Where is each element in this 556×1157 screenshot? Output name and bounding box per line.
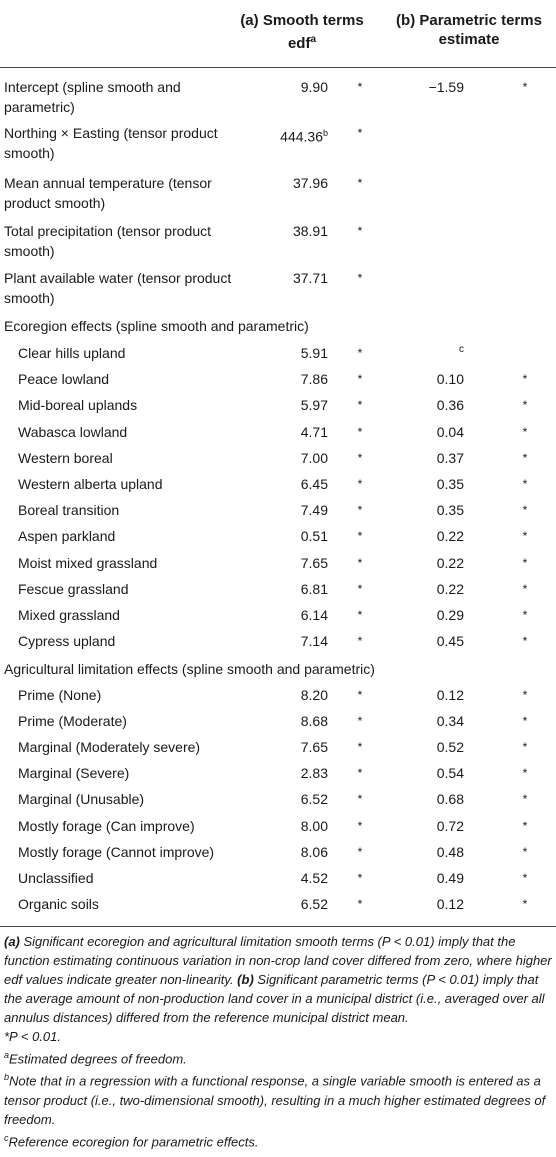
table-row-plant-water (0, 268, 556, 308)
note-a-b (4, 932, 554, 1027)
estimate-value: 0.37 (436, 449, 464, 466)
edf-significance: * (357, 477, 363, 491)
estimate-significance: * (522, 896, 528, 911)
estimate-value: 0.35 (436, 476, 464, 492)
estimate-value: 0.34 (436, 713, 464, 730)
col-header-edf: edf (287, 35, 311, 52)
estimate-value: 0.29 (436, 607, 464, 623)
estimate-value: 0.45 (436, 633, 464, 650)
edf-value: 6.81 (300, 580, 328, 597)
row-label: Mid-boreal uplands (18, 397, 138, 414)
edf-value: 38.91 (292, 223, 328, 239)
edf-significance: * (357, 126, 363, 140)
estimate-significance: * (522, 714, 528, 729)
edf-significance: * (357, 224, 363, 238)
estimate-significance: * (522, 844, 528, 859)
estimate-value: 0.36 (436, 397, 464, 414)
edf-value: 7.00 (300, 449, 328, 466)
estimate-significance: * (522, 398, 528, 413)
edf-significance: * (357, 896, 363, 911)
estimate-value: 0.49 (436, 869, 464, 886)
edf-value: 8.00 (300, 817, 328, 834)
footnote-c: $^c$Reference ecoregion for parametric effects. (4, 1132, 259, 1149)
estimate-significance: * (522, 80, 528, 94)
table-row-temperature (0, 173, 556, 213)
estimate-significance: * (522, 555, 528, 570)
estimate-significance: * (522, 477, 528, 491)
edf-significance: * (357, 740, 363, 755)
note-b-text: Significant parametric terms (P < 0.01) imply that the average amount of non-production land cover in a municipal district (i.e., averaged over all annulus distances) differed from the reference municipal district mean. (4, 972, 545, 1025)
edf-value: 8.20 (300, 687, 328, 703)
edf-value: 7.86 (300, 371, 328, 388)
edf-significance: * (357, 634, 363, 649)
table-row-northing-easting (0, 123, 556, 163)
edf-significance: * (357, 372, 363, 387)
edf-value: 6.52 (300, 895, 328, 912)
edf-value: 6.52 (300, 791, 328, 808)
row-label: Moist mixed grassland (18, 554, 158, 571)
row-label: Organic soils (18, 895, 99, 912)
table-notes (4, 932, 554, 1151)
estimate-significance: * (522, 818, 528, 833)
edf-significance: * (357, 346, 363, 360)
edf-value: 2.83 (300, 765, 328, 782)
edf-significance: * (357, 581, 363, 596)
edf-value: 7.65 (300, 739, 328, 756)
edf-value: 5.97 (300, 397, 328, 414)
edf-significance: * (357, 608, 363, 622)
edf-value: 4.71 (300, 423, 328, 440)
note-a-marker: (a) (4, 934, 20, 949)
estimate-value: 0.12 (436, 687, 464, 703)
col-header-smooth-line1: (a) Smooth terms (240, 12, 364, 29)
row-label: Peace lowland (18, 371, 110, 388)
estimate-significance: * (522, 740, 528, 755)
row-label: Mostly forage (Cannot improve) (18, 843, 215, 860)
footnote-b: $^b$Note that in a regression with a functional response, a single variable smooth is entered as a tensor product (i.e., two-dimensional smooth), resulting in a much higher estimated degrees of freedom. (4, 1072, 546, 1127)
row-label: Wabasca lowland (18, 423, 128, 440)
row-label: Marginal (Severe) (18, 765, 130, 782)
edf-value: 6.45 (300, 476, 328, 492)
col-header-smooth-line2 (232, 30, 372, 53)
edf-value: 9.90 (300, 79, 328, 95)
estimate-significance: * (522, 450, 528, 465)
estimate-significance: * (522, 608, 528, 622)
col-header-parametric-line1: (b) Parametric terms (396, 12, 542, 29)
edf-significance: * (357, 424, 363, 439)
note-a-text: Significant ecoregion and agricultural limitation smooth terms (P < 0.01) imply that the function estimating continuous variation in non-crop land cover differed from zero, where higher edf values indicate greater non-linearity. (4, 934, 552, 987)
estimate-value: 0.22 (436, 580, 464, 597)
edf-value: 7.65 (300, 554, 328, 571)
row-label: Prime (None) (18, 687, 102, 703)
edf-value: 444.36$^b$ (280, 128, 328, 145)
edf-significance: * (357, 555, 363, 570)
estimate-value: 0.12 (436, 895, 464, 912)
row-label: Unclassified (18, 869, 94, 886)
row-label: Prime (Moderate) (18, 713, 127, 730)
estimate-significance: * (522, 870, 528, 885)
estimate-value: 0.52 (436, 739, 464, 756)
estimate-value: 0.48 (436, 843, 464, 860)
row-label: Total precipitation (tensor product smooth) (4, 223, 211, 259)
edf-significance: * (357, 503, 363, 518)
row-label: Intercept (spline smooth and parametric) (4, 79, 181, 115)
col-header-parametric-line2: estimate (438, 31, 500, 48)
edf-significance: * (357, 450, 363, 465)
edf-value: 8.68 (300, 713, 328, 730)
table-bottom-rule (0, 926, 556, 927)
edf-significance: * (357, 792, 363, 807)
edf-significance: * (357, 818, 363, 833)
estimate-value: c (459, 344, 464, 355)
edf-significance: * (357, 714, 363, 729)
estimate-value: 0.35 (436, 502, 464, 519)
edf-value: 8.06 (300, 843, 328, 860)
row-label: Clear hills upland (18, 345, 126, 361)
row-label: Plant available water (tensor product smooth) (4, 270, 232, 306)
edf-value: 37.71 (292, 270, 328, 286)
row-label: Aspen parkland (18, 528, 116, 545)
row-label: Boreal transition (18, 502, 120, 519)
row-label: Marginal (Unusable) (18, 791, 145, 808)
estimate-significance: * (522, 688, 528, 702)
estimate-significance: * (522, 372, 528, 387)
footnote-a: $^a$Estimated degrees of freedom. (4, 1050, 187, 1067)
table-row-intercept (0, 77, 556, 117)
edf-value: 0.51 (300, 528, 328, 545)
edf-value: 7.14 (300, 633, 328, 650)
row-label: Mostly forage (Can improve) (18, 817, 195, 834)
estimate-significance: * (522, 503, 528, 518)
row-label: Mean annual temperature (tensor product smooth) (4, 175, 212, 211)
col-header-smooth (232, 11, 372, 53)
estimate-value: 0.72 (436, 817, 464, 834)
row-label: Fescue grassland (18, 580, 129, 597)
estimate-value: −1.59 (428, 79, 464, 95)
estimate-significance: * (522, 581, 528, 596)
edf-significance: * (357, 688, 363, 702)
row-label: Western alberta upland (18, 476, 163, 492)
estimate-significance: * (522, 634, 528, 649)
edf-value: 37.96 (292, 175, 328, 191)
col-header-parametric (384, 11, 554, 49)
table-row-precipitation (0, 221, 556, 261)
edf-significance: * (357, 398, 363, 413)
edf-value: 5.91 (300, 345, 328, 361)
edf-value: 6.14 (300, 607, 328, 623)
edf-value: 4.52 (300, 869, 328, 886)
estimate-significance: * (522, 424, 528, 439)
section-label: Agricultural limitation effects (spline smooth and parametric) (4, 661, 375, 677)
estimate-value: 0.22 (436, 554, 464, 571)
edf-significance: * (357, 271, 363, 285)
estimate-value: 0.10 (436, 371, 464, 388)
estimate-value: 0.54 (436, 765, 464, 782)
edf-significance: * (357, 80, 363, 94)
note-b-marker: (b) (237, 972, 254, 987)
edf-significance: * (357, 870, 363, 885)
estimate-value: 0.68 (436, 791, 464, 808)
section-label: Ecoregion effects (spline smooth and parametric) (4, 318, 309, 334)
estimate-value: 0.04 (436, 423, 464, 440)
edf-significance: * (357, 766, 363, 781)
estimate-value: 0.22 (436, 528, 464, 545)
row-label: Marginal (Moderately severe) (18, 739, 201, 756)
note-significance: *P < 0.01. (4, 1029, 61, 1044)
footnote-b-marker: b (322, 128, 328, 138)
estimate-significance: * (522, 792, 528, 807)
row-label: Cypress upland (18, 633, 116, 650)
row-label: Northing × Easting (tensor product smooth) (4, 125, 218, 161)
edf-significance: * (357, 529, 363, 544)
edf-significance: * (357, 844, 363, 859)
estimate-significance: * (522, 529, 528, 544)
estimate-significance: * (522, 766, 528, 781)
footnote-a-marker: a (310, 34, 317, 45)
row-label: Mixed grassland (18, 607, 120, 623)
row-label: Western boreal (18, 449, 113, 466)
edf-significance: * (357, 176, 363, 190)
header-rule (0, 67, 556, 68)
edf-value: 7.49 (300, 502, 328, 519)
